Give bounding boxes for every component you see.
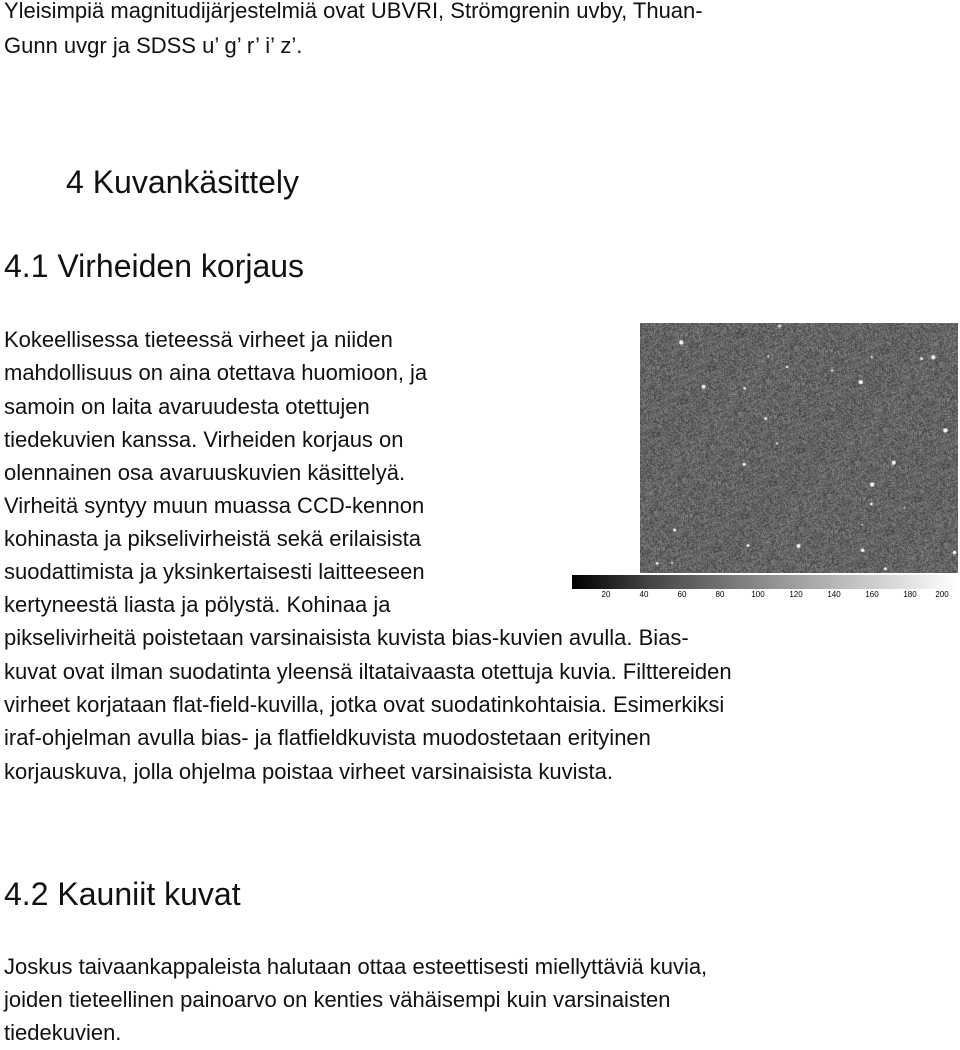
paragraph-line: kohinasta ja pikselivirheistä sekä erilaisista	[4, 526, 421, 551]
section-4-2-heading: 4.2 Kauniit kuvat	[4, 876, 241, 912]
paragraph-line: kuvat ovat ilman suodatinta yleensä iltataivaasta otettuja kuvia. Filttereiden	[4, 659, 732, 684]
paragraph-line: samoin on laita avaruudesta otettujen	[4, 394, 370, 419]
paragraph-line: Kokeellisessa tieteessä virheet ja niiden	[4, 327, 393, 352]
paragraph-line: korjauskuva, jolla ohjelma poistaa virheet varsinaisista kuvista.	[4, 759, 613, 784]
colorbar-tick-label: 20	[601, 590, 611, 599]
intro-line: Yleisimpiä magnitudijärjestelmiä ovat UBVRI, Strömgrenin uvby, Thuan-	[4, 0, 703, 23]
paragraph-line: pikselivirheitä poistetaan varsinaisista kuvista bias-kuvien avulla. Bias-	[4, 625, 689, 650]
colorbar-tick-label: 80	[715, 590, 725, 599]
colorbar-tick-label: 120	[789, 590, 803, 599]
colorbar-tick-label: 60	[677, 590, 687, 599]
paragraph-line: tiedekuvien.	[4, 1020, 122, 1045]
paragraph-line: virheet korjataan flat-field-kuvilla, jotka ovat suodatinkohtaisia. Esimerkiksi	[4, 692, 725, 717]
paragraph-line: kertyneestä liasta ja pölystä. Kohinaa ja	[4, 592, 391, 617]
colorbar-tick-label: 160	[865, 590, 879, 599]
paragraph-line: tiedekuvien kanssa. Virheiden korjaus on	[4, 427, 404, 452]
section-4-1-heading: 4.1 Virheiden korjaus	[4, 248, 305, 284]
colorbar-tick-labels	[572, 590, 958, 604]
paragraph-line: olennainen osa avaruuskuvien käsittelyä.	[4, 460, 406, 485]
intro-line: Gunn uvgr ja SDSS u’ g’ r’ i’ z’.	[4, 33, 303, 58]
colorbar-tick-label: 180	[903, 590, 917, 599]
paragraph-line: Virheitä syntyy muun muassa CCD-kennon	[4, 493, 425, 518]
colorbar-tick-label: 200	[935, 590, 949, 599]
paragraph-line: joiden tieteellinen painoarvo on kenties vähäisempi kuin varsinaisten	[4, 987, 671, 1012]
ccd-noise-image	[640, 323, 958, 573]
colorbar-tick-label: 140	[827, 590, 841, 599]
paragraph-line: Joskus taivaankappaleista halutaan ottaa esteettisesti miellyttäviä kuvia,	[4, 954, 708, 979]
colorbar-tick-label: 100	[751, 590, 765, 599]
paragraph-line: suodattimista ja yksinkertaisesti laitteeseen	[4, 559, 425, 584]
grayscale-colorbar	[572, 575, 958, 589]
paragraph-line: iraf-ohjelman avulla bias- ja flatfieldkuvista muodostetaan erityinen	[4, 725, 651, 750]
paragraph-line: mahdollisuus on aina otettava huomioon, ja	[4, 360, 428, 385]
colorbar-tick-label: 40	[639, 590, 649, 599]
section-4-heading: 4 Kuvankäsittely	[66, 164, 300, 200]
